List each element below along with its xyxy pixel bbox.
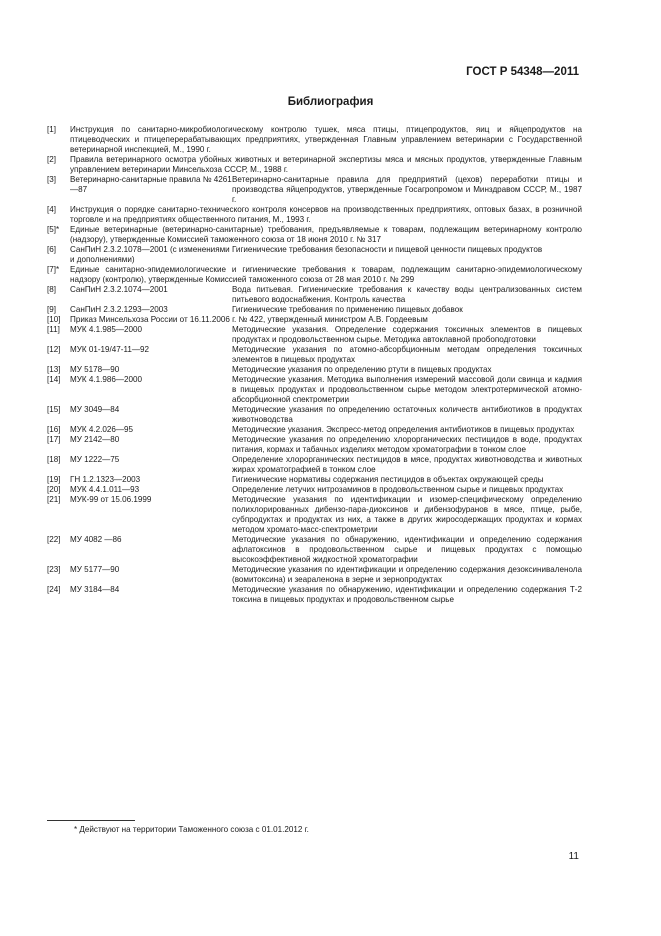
bibliography-entry [47,565,582,585]
entry-number: [14] [47,375,61,384]
entry-number: [9] [47,305,56,314]
entry-description: Методические указания по идентификации и определению содержания дезоксиниваленола (вомитоксина) и зеараленона в зерне и зернопродуктах [232,565,582,584]
entry-code: МУ 1222—75 [70,455,120,464]
entry-number: [22] [47,535,61,544]
entry-description: Методические указания. Методика выполнения измерений массовой доли свинца и кадмия в пищевых продуктах и продовольственном сырье методом электротермической атомно-абсорбционной спектрометрии [232,375,582,404]
entry-code: МУ 5178—90 [70,365,120,374]
entry-description: Гигиенические требования безопасности и пищевой ценности пищевых продуктов [232,245,543,254]
entry-number: [8] [47,285,56,294]
entry-number: [24] [47,585,61,594]
entry-number: [2] [47,155,56,164]
entry-description: Определение летучих нитрозаминов в продовольственном сырье и пищевых продуктах [232,485,564,494]
entry-code: Ветеринарно-санитарные правила № 4261—87 [70,175,232,194]
entry-text: Приказ Минсельхоза России от 16.11.2006 г. № 422, утвержденный министром А.В. Гордеевым [70,315,428,324]
entry-description: Методические указания по определению хлорорганических пестицидов в воде, продуктах питания, кормах и табачных изделиях методом хроматографии в тонком слое [232,435,582,454]
entry-code: СанПиН 2.3.2.1293—2003 [70,305,168,314]
entry-description: Методические указания по определению ртути в пищевых продуктах [232,365,492,374]
entry-number: [7]* [47,265,60,274]
entry-description: Методические указания по атомно-абсорбционным методам определения токсичных элементов в пищевых продуктах [232,345,582,364]
bibliography-entry [47,405,582,425]
bibliography-entry [47,495,582,535]
footnote-divider [47,820,135,821]
entry-description: Методические указания по определению остаточных количеств антибиотиков в продуктах животноводства [232,405,582,424]
entry-number: [6] [47,245,56,254]
bibliography-entry [47,315,582,325]
bibliography-entry [47,535,582,565]
entry-number: [20] [47,485,61,494]
bibliography-entry [47,155,582,175]
entry-text: Единые санитарно-эпидемиологические и гигиенические требования к товарам, подлежащим санитарно-эпидемиологическому надзору (контролю), утвержденные Комиссией таможенного союза от 28 мая 2010 г. № 299 [70,265,582,284]
entry-number: [15] [47,405,61,414]
entry-description: Ветеринарно-санитарные правила для предприятий (цехов) переработки птицы и производства яйцепродуктов, утвержденные Госагропромом и Минздравом СССР, М., 1987 г. [232,175,582,204]
entry-number: [11] [47,325,60,334]
entry-number: [17] [47,435,61,444]
entry-code: МУ 5177—90 [70,565,120,574]
entry-number: [4] [47,205,56,214]
bibliography-entry [47,125,582,155]
bibliography-entry [47,365,582,375]
entry-description: Гигиенические нормативы содержания пестицидов в объектах окружающей среды [232,475,544,484]
entry-code: МУК 4.4.1.011—93 [70,485,140,494]
entry-number: [19] [47,475,61,484]
entry-number: [3] [47,175,56,184]
entry-code: МУК 4.2.026—95 [70,425,133,434]
entry-number: [23] [47,565,61,574]
entry-number: [5]* [47,225,60,234]
entry-code: МУ 3049—84 [70,405,120,414]
bibliography-entry [47,265,582,285]
bibliography-entry [47,245,582,265]
bibliography-entry [47,485,582,495]
entry-number: [12] [47,345,61,354]
bibliography-entry [47,305,582,315]
entry-number: [16] [47,425,61,434]
entry-description: Методические указания по обнаружению, идентификации и определению содержания Т-2 токсина в пищевых продуктах и продовольственном сырье [232,585,582,604]
bibliography-title: Библиография [287,96,374,108]
entry-text: Инструкция о порядке санитарно-технического контроля консервов на производственных предприятиях, оптовых базах, в розничной торговле и на предприятиях общественного питания, М., 1993 г. [70,205,582,224]
entry-description: Определение хлорорганических пестицидов в мясе, продуктах животноводства и животных жирах хроматографией в тонком слое [232,455,582,474]
entry-code: МУК-99 от 15.06.1999 [70,495,152,504]
standard-header: ГОСТ Р 54348—2011 [466,66,579,78]
entry-code: ГН 1.2.1323—2003 [70,475,141,484]
bibliography-entry [47,225,582,245]
entry-number: [18] [47,455,61,464]
entry-code: СанПиН 2.3.2.1074—2001 [70,285,168,294]
entry-code: МУК 4.1.986—2000 [70,375,142,384]
bibliography-entry [47,205,582,225]
entry-code: СанПиН 2.3.2.1078—2001 (с изменениями и дополнениями) [70,245,230,264]
bibliography-entry [47,345,582,365]
entry-code: МУ 3184—84 [70,585,120,594]
entry-text: Правила ветеринарного осмотра убойных животных и ветеринарной экспертизы мяса и мясных продуктов, утвержденные Главным управлением ветеринарии Минсельхоза СССР, М., 1988 г. [70,155,582,174]
footnote: * Действуют на территории Таможенного союза с 01.01.2012 г. [74,825,309,834]
bibliography-entry [47,375,582,405]
entry-number: [1] [47,125,56,134]
entry-description: Методические указания. Экспресс-метод определения антибиотиков в пищевых продуктах [232,425,575,434]
entry-text: Инструкция по санитарно-микробиологическому контролю тушек, мяса птицы, птицепродуктов, яиц и яйцепродуктов на птицеводческих и птицеперерабатывающих предприятиях, утвержденная Главным управлением ветеринарии с Государственной ветеринарной инспекцией, М., 1990 г. [70,125,582,154]
entry-number: [13] [47,365,61,374]
bibliography-entry [47,175,582,205]
bibliography-list [47,125,582,605]
entry-description: Методические указания. Определение содержания токсичных элементов в пищевых продуктах и продовольственном сырье. Методика автоклавной пробоподготовки [232,325,582,344]
entry-code: МУК 4.1.985—2000 [70,325,142,334]
page-number: 11 [568,851,579,862]
entry-code: МУ 2142—80 [70,435,120,444]
entry-description: Методические указания по идентификации и изомер-специфическому определению полихлорированных дибензо-пара-диоксинов и дибензофуранов в мясе, птице, рыбе, субпродуктах и продуктах из них, а также в других жиросодержащих продуктах и кормах методом хромато-масс-спектрометрии [232,495,582,534]
bibliography-entry [47,475,582,485]
bibliography-entry [47,425,582,435]
entry-description: Вода питьевая. Гигиенические требования к качеству воды централизованных систем питьевого водоснабжения. Контроль качества [232,285,582,304]
bibliography-entry [47,455,582,475]
entry-text: Единые ветеринарные (ветеринарно-санитарные) требования, предъявляемые к товарам, подлежащим ветеринарному контролю (надзору), утвержденные Комиссией таможенного союза от 18 июня 2010 г. № 317 [70,225,582,244]
bibliography-entry [47,435,582,455]
entry-description: Методические указания по обнаружению, идентификации и определению содержания афлатоксинов в продовольственном сырье и пищевых продуктах с помощью высокоэффективной жидкостной хроматографии [232,535,582,564]
bibliography-entry [47,285,582,305]
entry-description: Гигиенические требования по применению пищевых добавок [232,305,463,314]
entry-code: МУК 01-19/47-11—92 [70,345,149,354]
bibliography-entry [47,585,582,605]
entry-number: [21] [47,495,61,504]
entry-code: МУ 4082 —86 [70,535,122,544]
entry-number: [10] [47,315,61,324]
bibliography-entry [47,325,582,345]
